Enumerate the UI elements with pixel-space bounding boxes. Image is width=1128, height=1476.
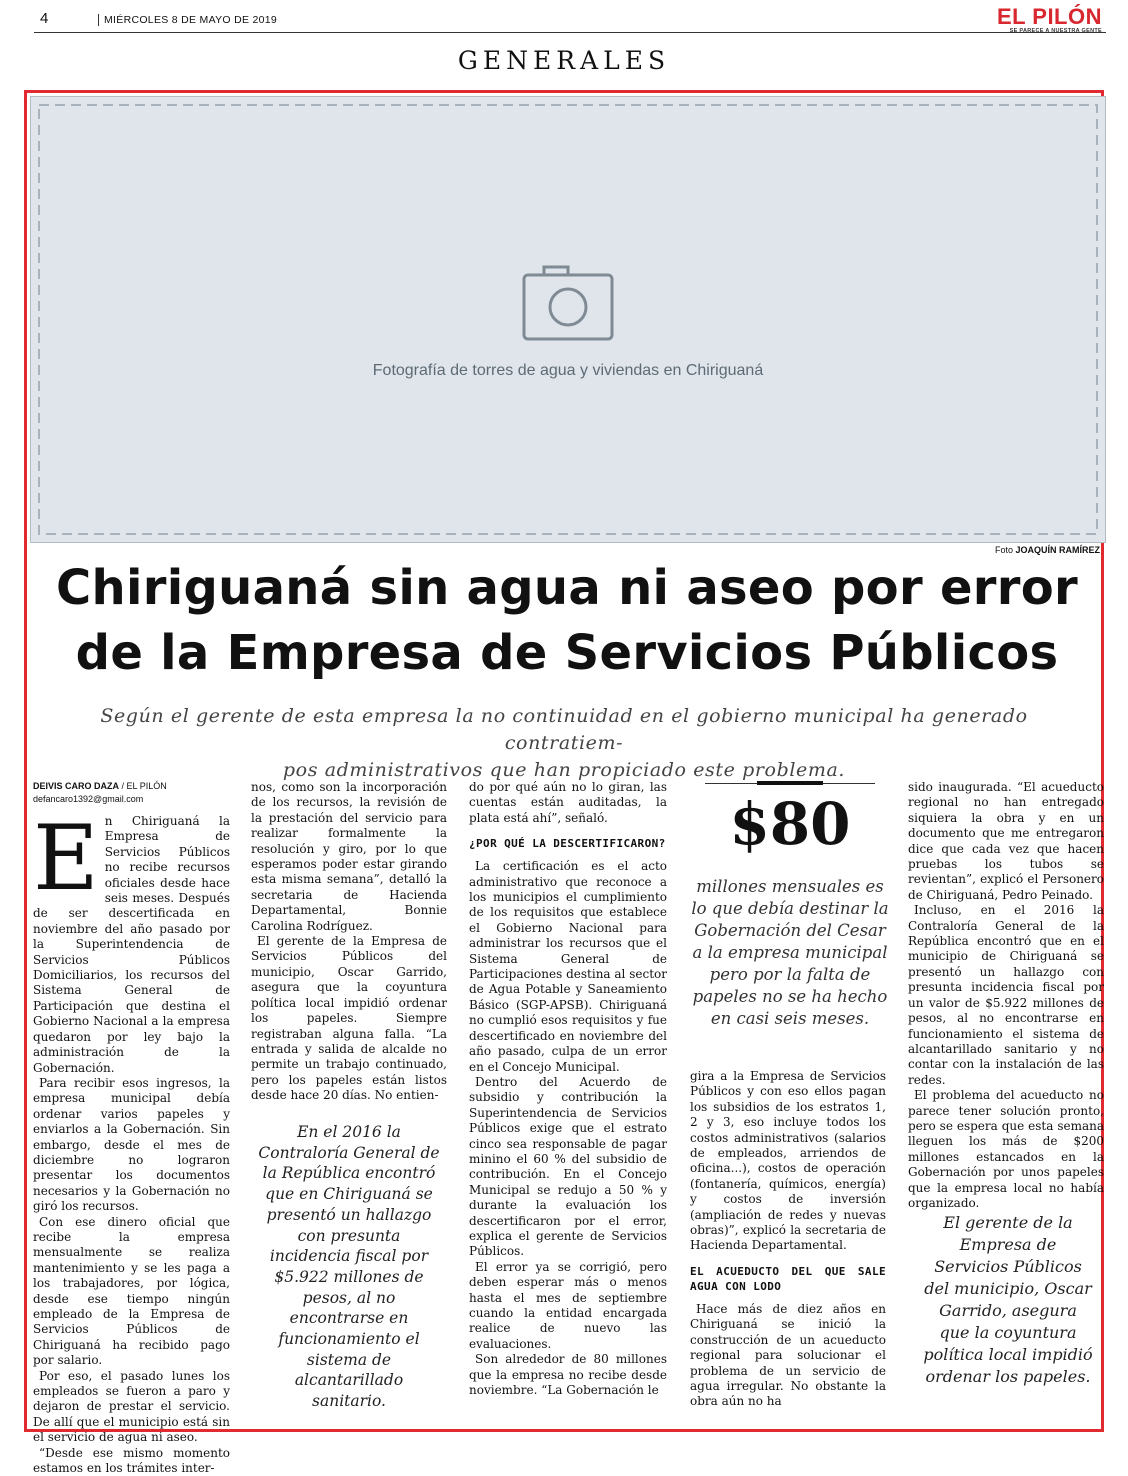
photo-alt-text: Fotografía de torres de agua y viviendas en Chiriguaná xyxy=(372,362,764,379)
headline-line-2: de la Empresa de Servicios Públicos xyxy=(75,625,1059,681)
subheadline-line-1: Según el gerente de esta empresa la no continuidad en el gobierno municipal ha generado contratiem- xyxy=(100,705,1028,754)
photo-credit xyxy=(995,545,1100,555)
photo-credit-prefix: Foto xyxy=(994,545,1013,555)
column-5 xyxy=(908,780,1104,1211)
paragraph: Para recibir esos ingresos, la empresa municipal debía ordenar varios papeles y enviarlos a la Gobernación. Sin embargo, desde el mes de diciembre no lograron presentar los documentos necesarios y la Gobernación no giró los recursos. xyxy=(33,1075,230,1214)
paragraph: Por eso, el pasado lunes los empleados se fueron a paro y dejaron de prestar el servicio. De allí que el municipio está sin el servicio de agua ni aseo. xyxy=(33,1368,230,1445)
big-number-rule xyxy=(705,783,875,784)
paragraph: Incluso, en el 2016 la Contraloría General de la República encontró que en el municipio de Chiriguaná se presentó un hallazgo con presunta incidencia fiscal por un valor de $5.922 millones de pesos, al no encontrarse en funcionamiento el sistema de alcantarillado sanitario y no contar con la instalación de las redes. xyxy=(908,903,1104,1087)
paragraph: n Chiriguaná la Empresa de Servicios Públicos no recibe recursos oficiales desde hace seis meses. Después de ser descertificada en noviembre del año pasado por la Superintendencia de Servicios Públicos Domiciliarios, los recursos del Sistema General de Participación que destina el Gobierno Nacional a la empresa quedaron por ley bajo la administración de la Gobernación. xyxy=(33,814,230,1075)
paragraph: Son alrededor de 80 millones que la empresa no recibe desde noviembre. “La Gobernación le xyxy=(469,1352,667,1398)
subtitle-acueducto: EL ACUEDUCTO DEL QUE SALE AGUA CON LODO xyxy=(690,1264,886,1293)
column-4 xyxy=(690,1069,886,1410)
top-bar xyxy=(34,4,1106,34)
paragraph: El problema del acueducto no parece tener solución pronto, pero se espera que esta semana lleguen los más de $200 millones estancados en la Gobernación por unos papeles que la empresa local no había organizado. xyxy=(908,1088,1104,1210)
paragraph: nos, como son la incorporación de los recursos, la revisión de la prestación del servicio para realizar formalmente la resolución y giro, por lo que esperamos poder estar girando esta misma semana”, detalló la secretaria de Hacienda Departamental, Bonnie Carolina Rodríguez. xyxy=(251,780,447,933)
photo-credit-name: JOAQUÍN RAMÍREZ xyxy=(1015,545,1100,555)
subtitle-descertificaron: ¿POR QUÉ LA DESCERTIFICARON? xyxy=(469,837,666,851)
column-1 xyxy=(33,780,230,1476)
author-outlet: / EL PILÓN xyxy=(121,781,167,791)
big-number-box xyxy=(705,783,875,864)
paragraph: Dentro del Acuerdo de subsidio y contribución la Superintendencia de Servicios Públicos exige que el estrato cinco sea responsable de pagar minino el 60 % del subsidio de contribución. En el Concejo Municipal se redujo a 50 % y durante la evaluación los descertificaron por el error, explica el gerente de Servicios Públicos. xyxy=(469,1074,667,1259)
paragraph: Hace más de diez años en Chiriguaná se inició la construcción de un acueducto regional para solucionar el problema de un servicio de agua irregular. No obstante la obra aún no ha xyxy=(690,1301,886,1409)
drop-cap: E xyxy=(33,806,99,911)
paragraph: “Desde ese mismo momento estamos en los trámites inter- xyxy=(33,1445,230,1476)
logo-tagline: SE PARECE A NUESTRA GENTE xyxy=(1009,28,1102,34)
newspaper-logo xyxy=(997,6,1102,34)
paragraph: do por qué aún no lo giran, las cuentas están auditadas, la plata está ahí”, señaló. xyxy=(469,780,667,825)
paragraph: sido inaugurada. “El acueducto regional no han entregado siquiera la obra y en un documento que me entregaron dice que cada vez que hacen pruebas los tubos se revientan”, explicó el Personero de Chiriguaná, Pedro Peinado. xyxy=(908,780,1104,902)
issue-date: MIÉRCOLES 8 DE MAYO DE 2019 xyxy=(98,14,277,26)
headline-line-1: Chiriguaná sin agua ni aseo por error xyxy=(55,560,1078,616)
paragraph: El error ya se corrigió, pero deben esperar más o menos hasta el mes de septiembre cuando la entidad encargada realice de nuevo las evaluaciones. xyxy=(469,1259,667,1351)
subheadline xyxy=(40,703,1088,784)
big-number-caption: millones mensuales es lo que debía destinar la Gobernación del Cesar a la empresa municipal pero por la falta de papeles no se ha hecho en casi seis meses. xyxy=(691,877,889,1028)
author-email: defancaro1392@gmail.com xyxy=(33,794,144,804)
big-number: $80 xyxy=(729,790,851,858)
section-title: GENERALES xyxy=(457,46,671,75)
subheadline-line-2: pos administrativos que han propiciado este problema. xyxy=(282,759,846,781)
paragraph: gira a la Empresa de Servicios Públicos y con eso ellos pagan los subsidios de los estratos 1, 2 y 3, eso incluye todos los costos administrativos (salarios de empleados, arriendos de oficina...), costos de operación (fontanería, químicos, energía) y costos de inversión (ampliación de redes y nuevas obras)”, explicó la secretaria de Hacienda Departamental. xyxy=(690,1069,886,1253)
headline xyxy=(30,556,1104,686)
paragraph: La certificación es el acto administrativo que reconoce a los municipios el cumplimiento de los requisitos que establece el Gobierno Nacional para administrar los recursos que el Sistema General de Participaciones destina al sector de Agua Potable y Saneamiento Básico (SGP-APSB). Chiriguaná no cumplió esos requisitos y fue descertificado en noviembre del año pasado, culpa de un error en el Concejo Municipal. xyxy=(469,859,667,1074)
page-number: 4 xyxy=(40,10,49,27)
column-3 xyxy=(469,780,667,1398)
pull-quote-left: En el 2016 la Contraloría General de la República encontró que en Chiriguaná se presentó un hallazgo con presunta incidencia fiscal por $5.922 millones de pesos, al no encontrarse en funcionamiento el sistema de alcantarillado sanitario. xyxy=(258,1123,440,1411)
article-photo xyxy=(30,96,1106,543)
author-name: DEIVIS CARO DAZA xyxy=(33,781,120,791)
logo-name: EL PILÓN xyxy=(996,4,1102,29)
column-2 xyxy=(251,780,447,1104)
pull-quote-right: El gerente de la Empresa de Servicios Públicos del municipio, Oscar Garrido, asegura que la coyuntura política local impidió ordenar los papeles. xyxy=(923,1213,1093,1386)
byline xyxy=(33,780,230,793)
photo-placeholder xyxy=(31,97,1105,542)
paragraph: Con ese dinero oficial que recibe la empresa mensualmente se realiza mantenimiento y se les paga a los trabajadores, por lógica, desde ese tiempo ningún empleado de la Empresa de Servicios Públicos de Chiriguaná ha recibido pago por salario. xyxy=(33,1214,230,1368)
paragraph: El gerente de la Empresa de Servicios Públicos del municipio, Oscar Garrido, asegura que la coyuntura política local impidió ordenar los papeles. Siempre registraban alguna falla. “La entrada y salida de alcalde no permite un trabajo continuado, pero los papeles están listos desde hace 20 días. No entien- xyxy=(251,934,447,1103)
